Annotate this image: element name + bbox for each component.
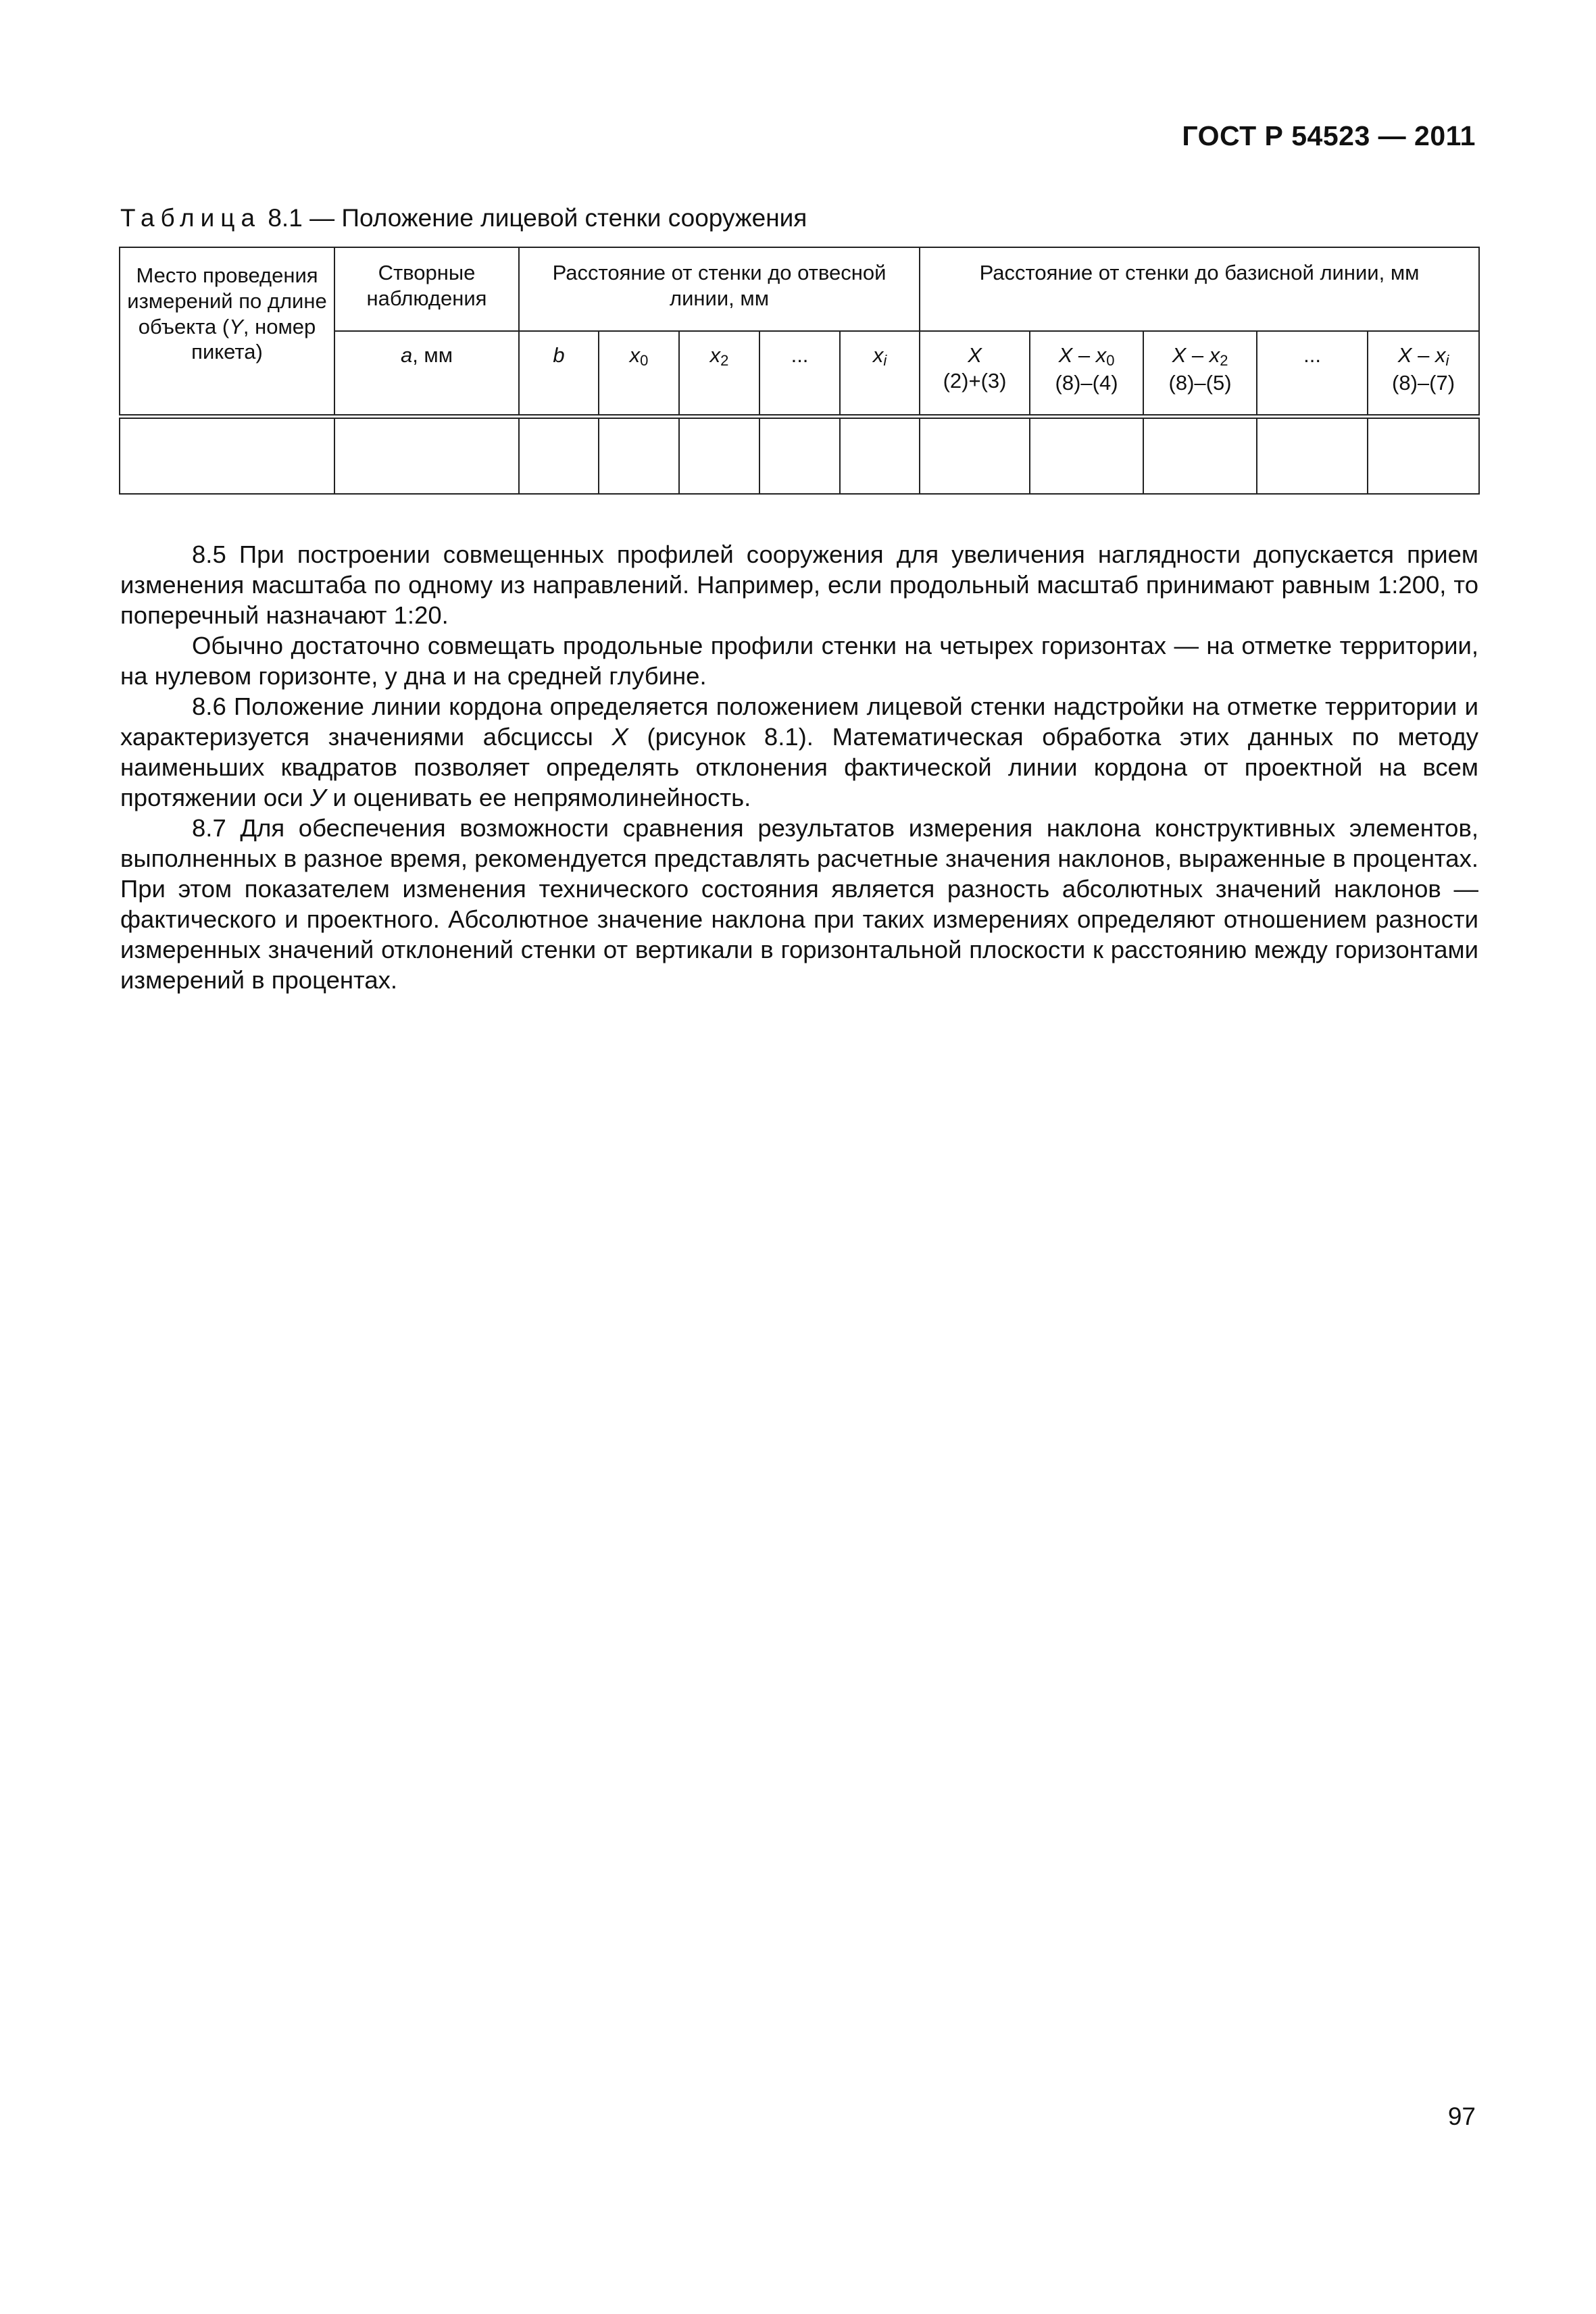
- header-distance-to-plumb-line: Расстояние от стенки до отвесной линии, мм: [519, 247, 920, 331]
- table-caption: [120, 204, 807, 232]
- table-cell: [1368, 417, 1479, 495]
- table-cell: [1257, 417, 1368, 495]
- paragraph-8-5: 8.5 При построении совмещенных профилей сооружения для увеличения наглядности допускается прием изменения масштаба по одному из направлений. Например, если продольный масштаб принимают равным 1:200, то поперечный назначают 1:20.: [120, 540, 1478, 629]
- subheader-b: b: [519, 331, 599, 417]
- header-distance-to-base-line: Расстояние от стенки до базисной линии, мм: [920, 247, 1479, 331]
- subheader-X-minus-xi: X – $x_i$ (8)–(7): [1368, 331, 1479, 417]
- table-cell: [1030, 417, 1143, 495]
- document-standard-header: ГОСТ Р 54523 — 2011: [1182, 120, 1476, 151]
- subheader-X: X (2)+(3): [920, 331, 1030, 417]
- paragraph-8-5-continued: Обычно достаточно совмещать продольные профили стенки на четырех горизонтах — на отметке территории, на нулевом горизонте, у дна и на средней глубине.: [120, 632, 1478, 690]
- table-cell: [599, 417, 679, 495]
- header-alignment-observations: Створные наблюдения: [334, 247, 519, 331]
- subheader-a-mm: a, мм: [334, 331, 519, 417]
- table-cell: [759, 417, 840, 495]
- table-cell: [120, 417, 334, 495]
- page-number: 97: [1447, 2103, 1476, 2130]
- table-cell: [840, 417, 920, 495]
- subheader-x2: $x_2$: [679, 331, 759, 417]
- header-measurement-place: Место проведения измерений по длине объекта (Y, номер пикета): [120, 247, 334, 417]
- table-caption-word: Таблица: [120, 204, 261, 232]
- subheader-x0: $x_0$: [599, 331, 679, 417]
- measurement-table: [119, 247, 1480, 495]
- table-cell: [920, 417, 1030, 495]
- subheader-xi: $x_i$: [840, 331, 920, 417]
- table-cell: [679, 417, 759, 495]
- table-cell: [519, 417, 599, 495]
- table-cell: [1143, 417, 1257, 495]
- table-cell: [334, 417, 519, 495]
- table-header-row: [120, 247, 1479, 331]
- table-row: [120, 417, 1479, 495]
- subheader-ellipsis-2: ...: [1257, 331, 1368, 417]
- table-caption-title: 8.1 — Положение лицевой стенки сооружения: [261, 204, 807, 232]
- body-text: [120, 539, 1478, 995]
- subheader-X-minus-x2: X – $x_2$ (8)–(5): [1143, 331, 1257, 417]
- subheader-ellipsis: ...: [759, 331, 840, 417]
- paragraph-8-7: 8.7 Для обеспечения возможности сравнения результатов измерения наклона конструктивных элементов, выполненных в разное время, рекомендуется представлять расчетные значения наклонов, выраженные в процентах. При этом показателем изменения технического состояния является разность абсолютных значений наклонов — фактического и проектного. Абсолютное значение наклона при таких измерениях определяют отношением разности измеренных значений отклонений стенки от вертикали в горизонтальной плоскости к расстоянию между горизонтами измерений в процентах.: [120, 814, 1478, 994]
- subheader-X-minus-x0: X – $x_0$ (8)–(4): [1030, 331, 1143, 417]
- paragraph-8-6: 8.6 Положение линии кордона определяется положением лицевой стенки надстройки на отметке территории и характеризуется значениями абсциссы X (рисунок 8.1). Математическая обработка этих данных по методу наименьших квадратов позволяет определять отклонения фактической линии кордона от проектной на всем протяжении оси У и оценивать ее непрямолинейность.: [120, 693, 1478, 811]
